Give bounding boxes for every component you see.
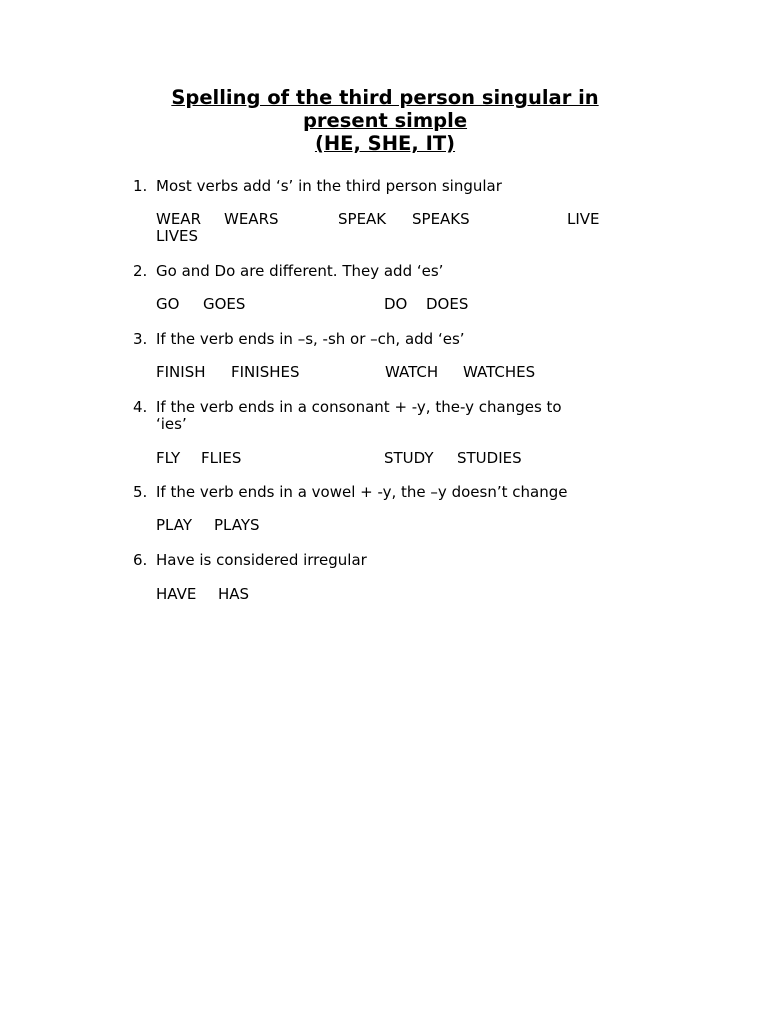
title-line-2: present simple (302, 109, 468, 132)
rule-6-number: 6. (133, 551, 148, 569)
rule-1-example-base-3: LIVE (567, 210, 600, 228)
rule-4-number: 4. (133, 398, 148, 416)
rule-3-number: 3. (133, 330, 148, 348)
rule-3-example-base-2: WATCH (385, 363, 439, 381)
rule-5-example-base-1: PLAY (156, 516, 193, 534)
rule-6-example-form-1: HAS (218, 585, 250, 603)
rule-1-number: 1. (133, 177, 148, 195)
rule-1-example-form-3: LIVES (156, 227, 199, 245)
rule-3-example-form-1: FINISHES (231, 363, 300, 381)
rule-4-example-base-2: STUDY (384, 449, 434, 467)
rule-1-example-form-2: SPEAKS (412, 210, 470, 228)
rule-2-example-base-2: DO (384, 295, 408, 313)
rule-5-text: If the verb ends in a vowel + -y, the –y doesn’t change (156, 483, 568, 501)
rule-2-number: 2. (133, 262, 148, 280)
rule-4-text-line-2: ‘ies’ (156, 415, 187, 433)
title-line-3: (HE, SHE, IT) (314, 132, 456, 155)
rule-6-text: Have is considered irregular (156, 551, 367, 569)
rule-2-text: Go and Do are different. They add ‘es’ (156, 262, 444, 280)
rule-1-example-base-2: SPEAK (338, 210, 387, 228)
rule-2-example-form-2: DOES (426, 295, 469, 313)
rule-2-example-form-1: GOES (203, 295, 246, 313)
rule-1-example-form-1: WEARS (224, 210, 279, 228)
rule-4-example-form-2: STUDIES (457, 449, 522, 467)
rule-3-example-form-2: WATCHES (463, 363, 536, 381)
rule-1-example-base-1: WEAR (156, 210, 201, 228)
rule-1-text: Most verbs add ‘s’ in the third person singular (156, 177, 502, 195)
rule-2-example-base-1: GO (156, 295, 180, 313)
rule-3-text: If the verb ends in –s, -sh or –ch, add ‘es’ (156, 330, 465, 348)
rule-5-example-form-1: PLAYS (214, 516, 260, 534)
rule-4-text-line-1: If the verb ends in a consonant + -y, the-y changes to (156, 398, 562, 416)
title-line-1: Spelling of the third person singular in (171, 86, 599, 109)
rule-5-number: 5. (133, 483, 148, 501)
rule-3-example-base-1: FINISH (156, 363, 206, 381)
rule-4-example-base-1: FLY (156, 449, 181, 467)
rule-4-example-form-1: FLIES (201, 449, 242, 467)
rule-6-example-base-1: HAVE (156, 585, 197, 603)
